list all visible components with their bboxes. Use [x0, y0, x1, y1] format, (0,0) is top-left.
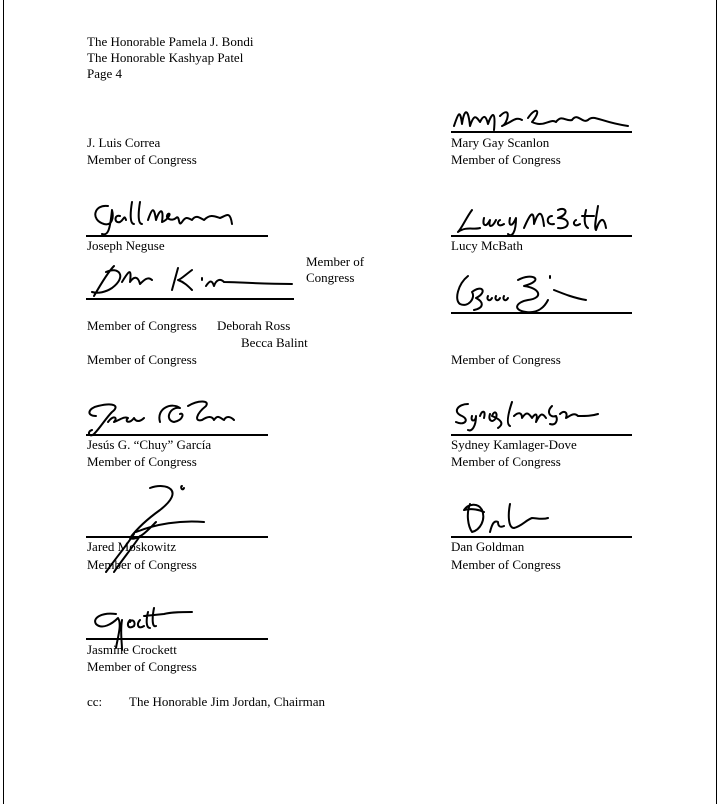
title-goldman: Member of Congress	[451, 557, 561, 572]
signature-goldman	[462, 500, 562, 536]
signature-balint	[454, 270, 594, 316]
signature-line-scanlon	[451, 131, 632, 133]
signature-neguse	[90, 200, 260, 236]
title-balint-right: Member of Congress	[451, 352, 561, 367]
name-mcbath: Lucy McBath	[451, 238, 523, 253]
signature-line-balint	[451, 312, 632, 314]
name-kamlager-dove: Sydney Kamlager-Dove	[451, 437, 577, 452]
signature-line-ross	[86, 298, 294, 300]
recipient-line-2: The Honorable Kashyap Patel	[87, 50, 244, 65]
name-goldman: Dan Goldman	[451, 539, 525, 554]
title-garcia: Member of Congress	[87, 454, 197, 469]
signature-line-goldman	[451, 536, 632, 538]
name-crockett: Jasmine Crockett	[87, 642, 177, 657]
signature-line-crockett	[86, 638, 268, 640]
cc-recipient: The Honorable Jim Jordan, Chairman	[129, 694, 326, 709]
recipient-line-1: The Honorable Pamela J. Bondi	[87, 34, 254, 49]
title-ross-left: Member of Congress	[87, 318, 197, 333]
name-ross: Deborah Ross	[217, 318, 291, 333]
signature-line-kamlager-dove	[451, 434, 632, 436]
signature-line-neguse	[86, 235, 268, 237]
signature-line-mcbath	[451, 235, 632, 237]
name-scanlon: Mary Gay Scanlon	[451, 135, 550, 150]
title-correa: Member of Congress	[87, 152, 197, 167]
title-kamlager-dove: Member of Congress	[451, 454, 561, 469]
cc-label: cc:	[87, 694, 103, 709]
title-crockett: Member of Congress	[87, 659, 197, 674]
signature-kamlager-dove	[452, 398, 602, 432]
title-ross-line-2: Congress	[306, 270, 355, 285]
page-number: Page 4	[87, 66, 123, 81]
signature-ross	[88, 262, 293, 298]
signature-garcia	[84, 398, 244, 438]
title-ross-line-1: Member of	[306, 254, 365, 269]
name-moskowitz: Jared Moskowitz	[87, 539, 177, 554]
signature-line-garcia	[86, 434, 268, 436]
title-scanlon: Member of Congress	[451, 152, 561, 167]
signature-scanlon	[452, 104, 632, 134]
name-neguse: Joseph Neguse	[87, 238, 165, 253]
signature-line-moskowitz	[86, 536, 268, 538]
name-balint: Becca Balint	[241, 335, 308, 350]
title-moskowitz: Member of Congress	[87, 557, 197, 572]
name-correa: J. Luis Correa	[87, 135, 161, 150]
signature-mcbath	[454, 204, 614, 236]
title-balint-left: Member of Congress	[87, 352, 197, 367]
name-garcia: Jesús G. “Chuy” García	[87, 437, 212, 452]
